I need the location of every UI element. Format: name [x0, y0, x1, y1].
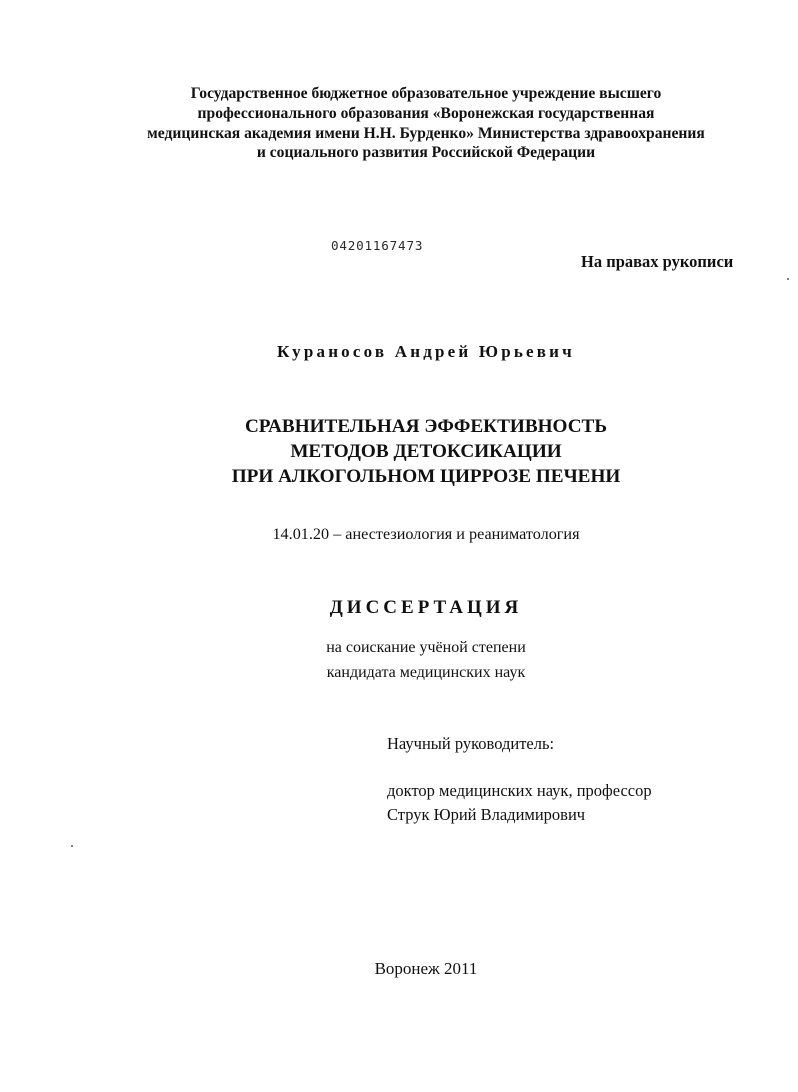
degree-statement: [0, 636, 798, 685]
title-line: МЕТОДОВ ДЕТОКСИКАЦИИ: [290, 441, 562, 462]
supervisor-title: доктор медицинских наук, профессор: [387, 781, 652, 800]
title-line: ПРИ АЛКОГОЛЬНОМ ЦИРРОЗЕ ПЕЧЕНИ: [231, 466, 621, 487]
specialty: 14.01.20 – анестезиология и реаниматология: [272, 525, 580, 543]
rights-note: На правах рукописи: [581, 252, 734, 271]
institution-line: профессионального образования «Воронежская государственная: [197, 104, 655, 122]
scan-speck: [71, 845, 73, 847]
place-year: Воронеж 2011: [374, 959, 478, 978]
institution-line: медицинская академия имени Н.Н. Бурденко» Министерства здравоохранения: [147, 124, 705, 142]
degree-line: на соискание учёной степени: [326, 639, 526, 656]
scan-speck: [787, 278, 789, 280]
catalog-code: 04201167473: [331, 238, 424, 253]
supervisor-name: Струк Юрий Владимирович: [387, 805, 586, 824]
document-type: ДИССЕРТАЦИЯ: [329, 597, 523, 618]
institution-line: Государственное бюджетное образовательное учреждение высшего: [190, 85, 662, 102]
supervisor-details: [387, 779, 652, 827]
institution-line: и социального развития Российской Федерации: [256, 144, 596, 162]
title-line: СРАВНИТЕЛЬНАЯ ЭФФЕКТИВНОСТЬ: [244, 416, 608, 437]
degree-line: кандидата медицинских наук: [326, 663, 526, 681]
institution-header: [0, 84, 798, 163]
author-name: Кураносов Андрей Юрьевич: [277, 342, 575, 361]
supervisor-label: Научный руководитель:: [387, 734, 555, 753]
dissertation-title: [0, 414, 798, 489]
